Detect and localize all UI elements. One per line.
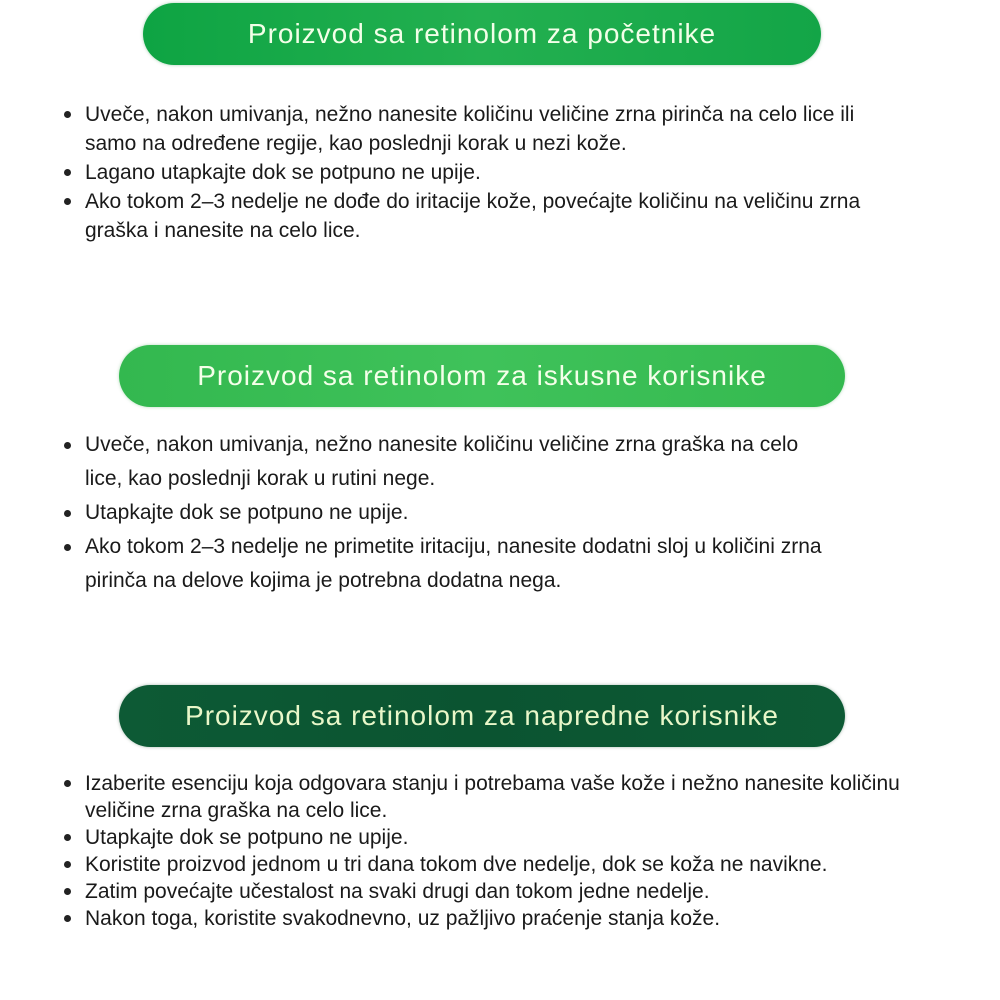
list-item: Ako tokom 2–3 nedelje ne primetite iritaciju, nanesite dodatni sloj u količini zrna pirinča na delove kojima je potrebna dodatna nega. — [62, 530, 822, 598]
list-item: Uveče, nakon umivanja, nežno nanesite količinu veličine zrna graška na celo lice, kao poslednji korak u rutini nege. — [62, 428, 822, 496]
experienced-steps-list — [62, 428, 822, 598]
list-item: Utapkajte dok se potpuno ne upije. — [62, 496, 822, 530]
list-item: Lagano utapkajte dok se potpuno ne upije. — [62, 158, 862, 187]
list-item: Uveče, nakon umivanja, nežno nanesite količinu veličine zrna pirinča na celo lice ili samo na određene regije, kao poslednji korak u nezi kože. — [62, 100, 862, 158]
advanced-heading: Proizvod sa retinolom za napredne korisnike — [119, 685, 845, 747]
beginner-steps-list — [62, 100, 862, 245]
list-item: Ako tokom 2–3 nedelje ne dođe do iritacije kože, povećajte količinu na veličinu zrna graška i nanesite na celo lice. — [62, 187, 862, 245]
experienced-heading: Proizvod sa retinolom za iskusne korisnike — [119, 345, 845, 407]
list-item: Koristite proizvod jednom u tri dana tokom dve nedelje, dok se koža ne navikne. — [62, 851, 962, 878]
advanced-steps-list — [62, 770, 962, 932]
list-item: Utapkajte dok se potpuno ne upije. — [62, 824, 962, 851]
list-item: Nakon toga, koristite svakodnevno, uz pažljivo praćenje stanja kože. — [62, 905, 962, 932]
beginner-heading: Proizvod sa retinolom za početnike — [143, 3, 821, 65]
list-item: Izaberite esenciju koja odgovara stanju i potrebama vaše kože i nežno nanesite količinu veličine zrna graška na celo lice. — [62, 770, 962, 824]
list-item: Zatim povećajte učestalost na svaki drugi dan tokom jedne nedelje. — [62, 878, 962, 905]
